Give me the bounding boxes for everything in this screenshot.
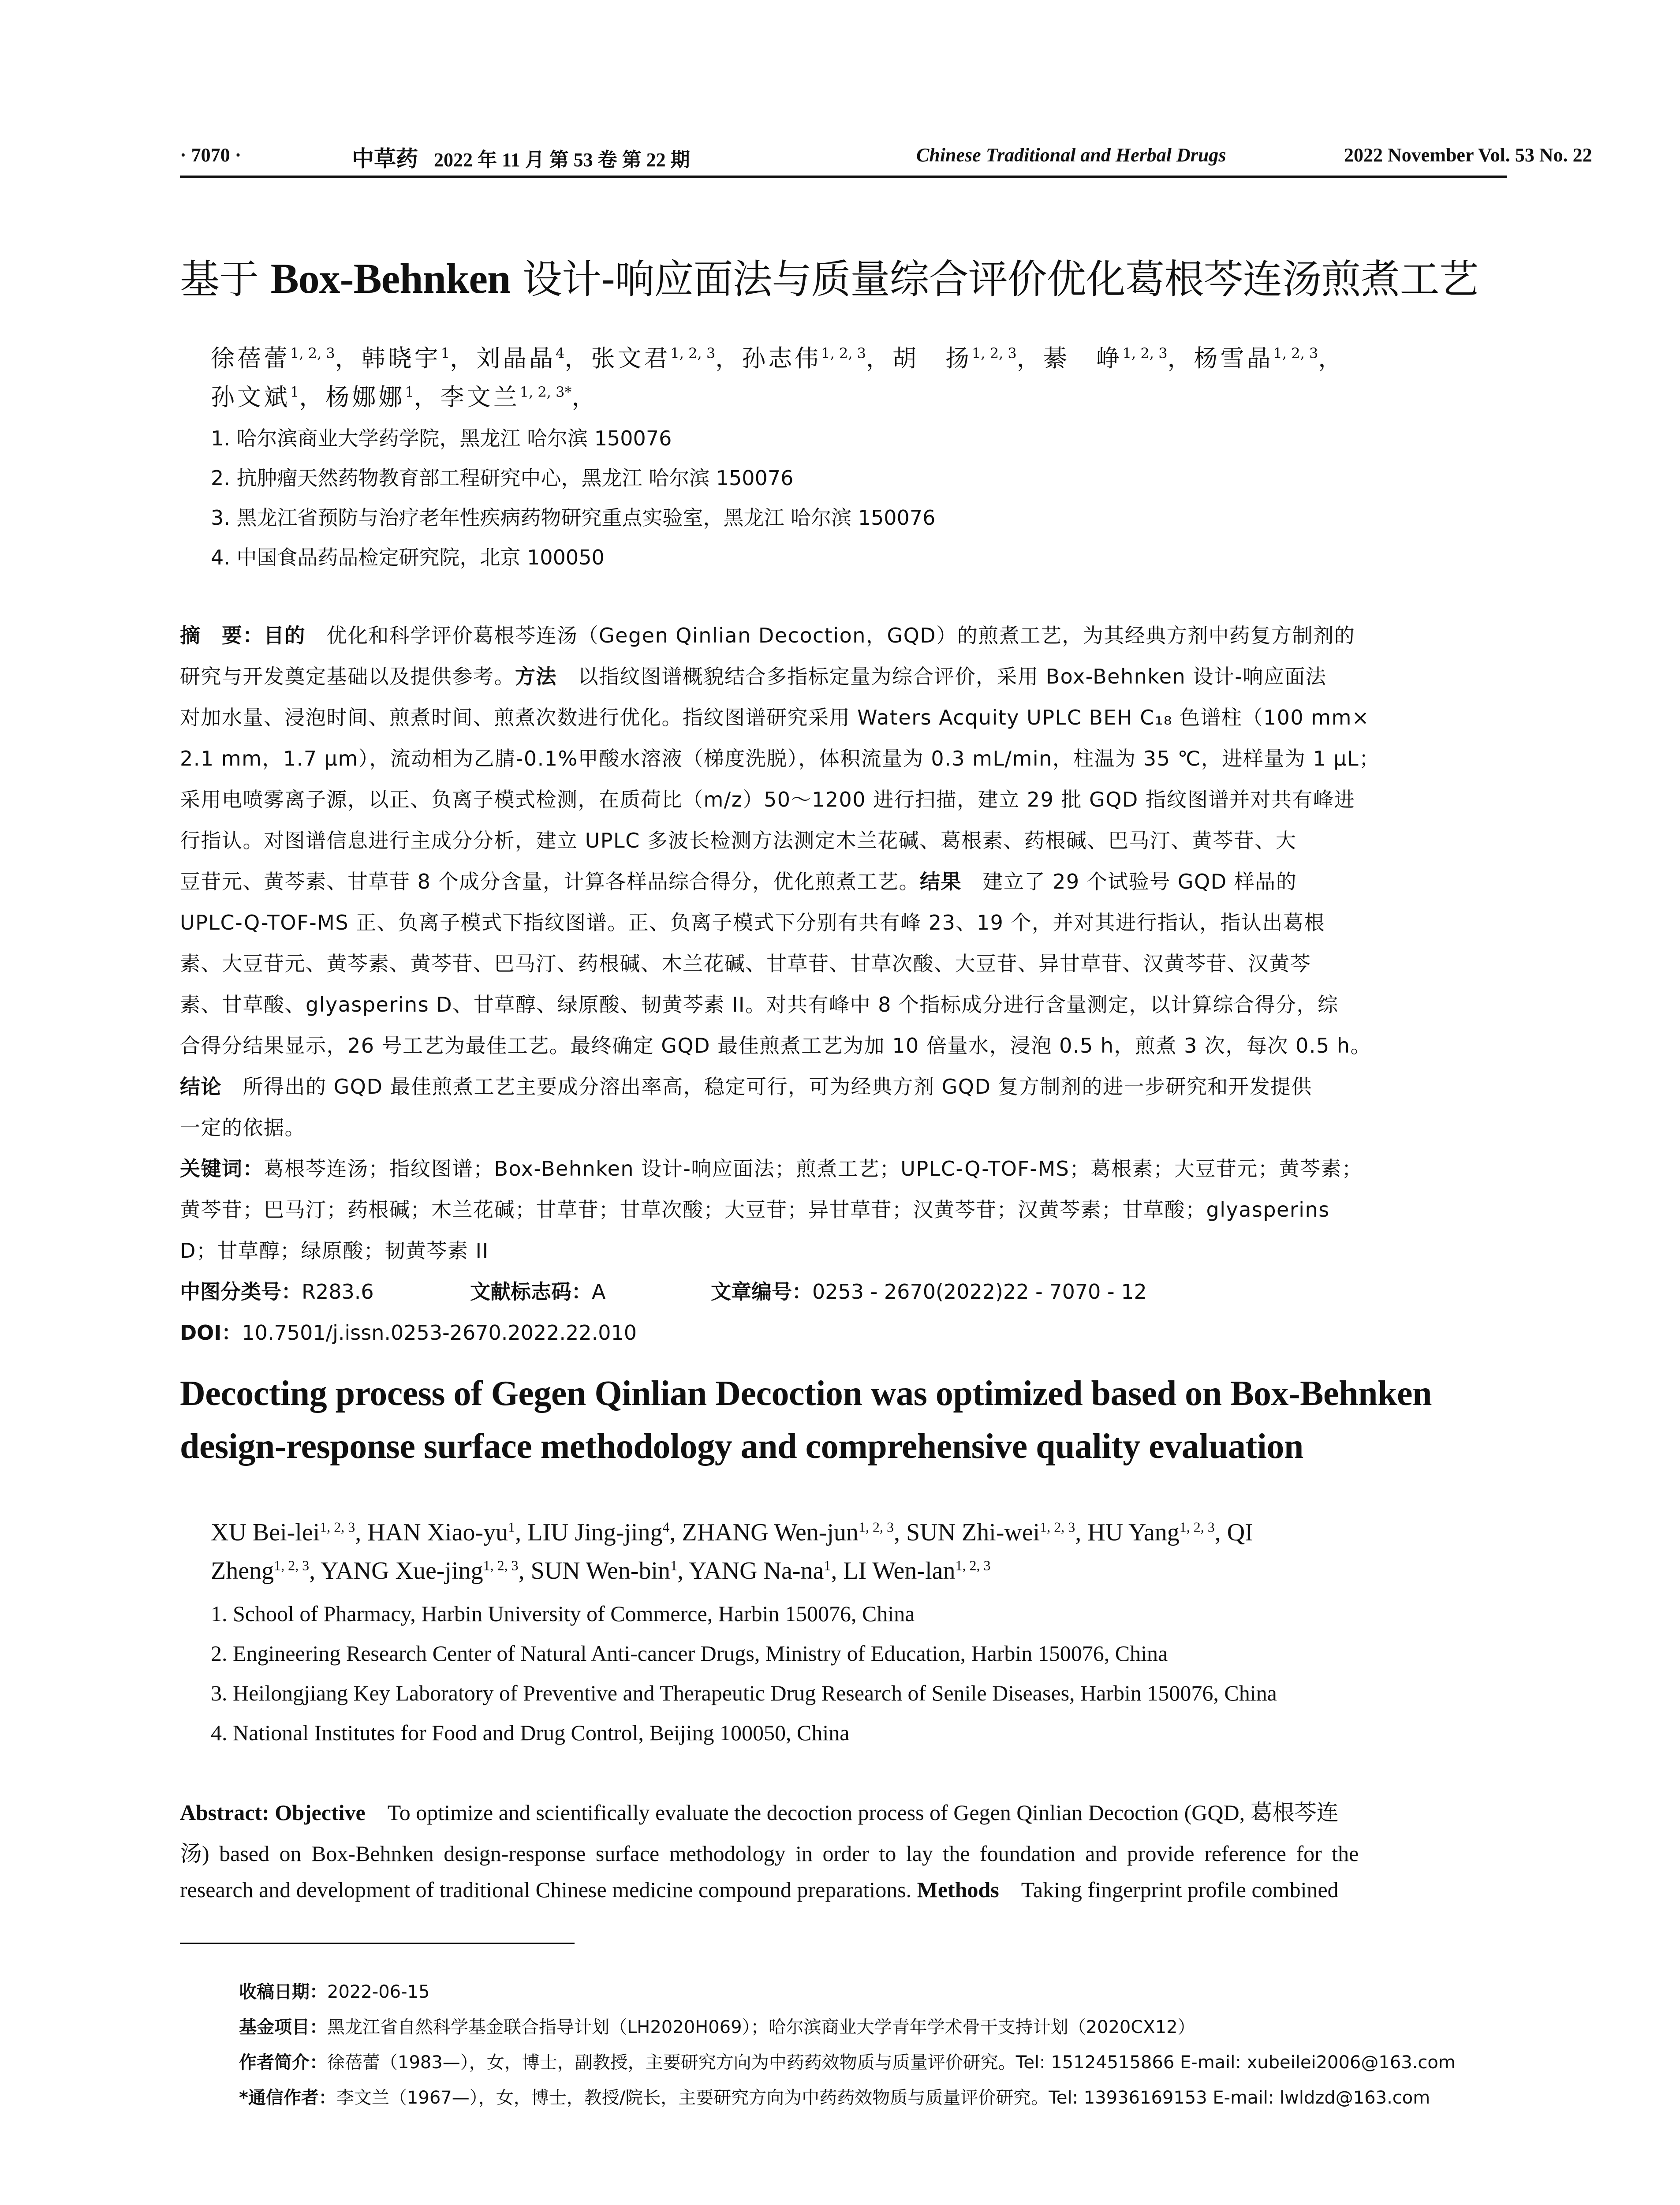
author-affiliation-marks: 4 [662,1519,670,1535]
issue-info-cn: 2022 年 11 月 第 53 卷 第 22 期 [434,149,690,171]
abstract-cn-line: 对加水量、浸泡时间、煎煮时间、煎煮次数进行优化。指纹图谱研究采用 Waters Acquity UPLC BEH C₁₈ 色谱柱（100 mm× [180,706,1370,729]
author-name: ZHANG Wen-jun [682,1519,859,1546]
author-bio-label: 作者简介： [239,2052,327,2073]
fund-value: 黑龙江省自然科学基金联合指导计划（LH2020H069）；哈尔滨商业大学青年学术骨干支持计划（2020CX12） [327,2017,1195,2037]
doc-code-label: 文献标志码： [470,1280,592,1304]
author-name: SUN Zhi-wei [906,1519,1040,1546]
author-affiliation-marks: 1, 2, 3 [1179,1519,1215,1535]
keywords-cn-line: 黄芩苷；巴马汀；药根碱；木兰花碱；甘草苷；甘草次酸；大豆苷；异甘草苷；汉黄芩苷；汉黄芩素；甘草酸；glyasperins [180,1198,1330,1222]
author-name: YANG Na-na [688,1557,824,1585]
doc-code-value: A [592,1280,606,1304]
fund-label: 基金项目： [239,2017,327,2037]
author-affiliation-marks: 1, 2, 3 [955,1557,991,1573]
doi-label: DOI： [180,1321,242,1345]
author-name: 杨娜娜 [325,383,405,411]
author-affiliation-marks: 1 [824,1557,831,1573]
abstract-cn-line [180,661,1507,690]
author-name: 杨雪晶 [1194,344,1273,372]
footnote-rule [180,1943,575,1944]
author-affiliation-marks: 1 [670,1557,678,1573]
keywords-label-cn: 关键词： [180,1157,264,1181]
abstract-cn-line: 素、甘草酸、glyasperins D、甘草醇、绿原酸、韧黄芩素 II。对共有峰中 8 个指标成分进行含量测定，以计算综合得分，综 [180,993,1339,1017]
abstract-cn-text: 优化和科学评价葛根芩连汤（Gegen Qinlian Decoction，GQD）的煎煮工艺，为其经典方剂中药复方制剂的 [326,624,1355,647]
abstract-cn-line: 2.1 mm，1.7 μm），流动相为乙腈-0.1%甲酸水溶液（梯度洗脱），体积流量为 0.3 mL/min，柱温为 35 ℃，进样量为 1 μL； [180,747,1380,770]
article-number-value: 0253 - 2670(2022)22 - 7070 - 12 [812,1280,1147,1304]
author-affiliation-marks: 4 [556,345,565,362]
title-cn [180,247,1507,304]
title-en-line1: Decocting process of Gegen Qinlian Decoction was optimized based on Box-Behnken [180,1374,1432,1413]
abstract-cn-line [180,1071,1507,1100]
author-affiliation-marks: 1 [441,345,450,362]
keywords-cn-text: 葛根芩连汤；指纹图谱；Box-Behnken 设计-响应面法；煎煮工艺；UPLC-Q-TOF-MS；葛根素；大豆苷元；黄芩素； [264,1157,1363,1181]
abstract-cn-line: 素、大豆苷元、黄芩素、黄芩苷、巴马汀、药根碱、木兰花碱、甘草苷、甘草次酸、大豆苷、异甘草苷、汉黄芩苷、汉黄芩 [180,952,1311,975]
title-cn-part1: 基于 [180,256,271,303]
abstract-en-text: Taking fingerprint profile combined [1021,1877,1339,1902]
clc-value: R283.6 [302,1280,374,1304]
author-name: Zheng [211,1557,274,1585]
journal-name-cn: 中草药 [352,146,418,171]
author-name: 韩晓宇 [361,344,441,372]
abstract-cn-line: UPLC-Q-TOF-MS 正、负离子模式下指纹图谱。正、负离子模式下分别有共有峰 23、19 个，并对其进行指认，指认出葛根 [180,911,1325,934]
author-name: HU Yang [1087,1519,1180,1546]
author-name: 徐蓓蕾 [211,344,290,372]
article-number [711,1276,1147,1305]
abstract-cn-line: 一定的依据。 [180,1116,306,1140]
authors-en-line1: XU Bei-lei$^{1, 2, 3}$, HAN Xiao-$yu^1$, LIU Jing-jing$^4$, ZHANG Wen-jun$^{1, 2, 3}$, SUN Zhi-wei$^{1, 2, 3}$, HU Yang$^{1, 2, 3}$, QI [211,1519,1253,1546]
keywords-cn-line: D；甘草醇；绿原酸；韧黄芩素 II [180,1239,489,1263]
author-affiliation-marks: 1 [290,384,299,400]
journal-name-en: Chinese Traditional and Herbal Drugs [916,144,1226,166]
author-name: 綦 峥 [1043,344,1123,372]
affiliation-en-1: 1. School of Pharmacy, Harbin University of Commerce, Harbin 150076, China [211,1601,915,1626]
abstract-en-line [180,1877,1507,1902]
abstract-cn-text: 所得出的 GQD 最佳煎煮工艺主要成分溶出率高，稳定可行，可为经典方剂 GQD 复方制剂的进一步研究和开发提供 [243,1075,1313,1099]
issue-info-en: 2022 November Vol. 53 No. 22 [1344,144,1592,166]
author-name: SUN Wen-bin [530,1557,671,1585]
received-label: 收稿日期： [239,1982,327,2002]
abstract-cn-line: 采用电喷雾离子源，以正、负离子模式检测，在质荷比（m/z）50～1200 进行扫描，建立 29 批 GQD 指纹图谱并对共有峰进 [180,788,1355,811]
abstract-cn-text: 建立了 29 个试验号 GQD 样品的 [982,870,1297,893]
title-cn-bold: Box-Behnken [270,255,511,302]
abstract-cn-line: 行指认。对图谱信息进行主成分分析，建立 UPLC 多波长检测方法测定木兰花碱、葛根素、药根碱、巴马汀、黄芩苷、大 [180,829,1297,852]
page-number: · 7070 · [180,144,242,166]
abstract-en-line: 汤) based on Box-Behnken design-response surface methodology in order to lay the foundation and provide reference for the [180,1841,1359,1866]
corresponding-author [239,2084,1430,2109]
running-header [180,141,1592,172]
author-affiliation-marks: 1, 2, 3 [1273,345,1318,362]
author-affiliation-marks: 1, 2, 3* [519,384,572,400]
header-rule [180,176,1507,178]
abstract-en-label: Abstract: Objective [180,1800,366,1825]
author-affiliation-marks: 1, 2, 3 [1122,345,1168,362]
affiliation-cn-2: 2. 抗肿瘤天然药物教育部工程研究中心，黑龙江 哈尔滨 150076 [211,466,794,490]
abstract-cn-line: 合得分结果显示，26 号工艺为最佳工艺。最终确定 GQD 最佳煎煮工艺为加 10 倍量水，浸泡 0.5 h，煎煮 3 次，每次 0.5 h。 [180,1034,1372,1058]
objective-label-cn: 目的 [264,624,306,647]
results-label-cn: 结果 [920,870,962,893]
doi-value[interactable]: 10.7501/j.issn.0253-2670.2022.22.010 [242,1321,637,1345]
classification-line [180,1276,374,1305]
keywords-cn-line [180,1153,1507,1182]
author-name: 张文君 [591,344,671,372]
article-number-label: 文章编号： [711,1280,812,1304]
author-affiliation-marks: 1, 2, 3 [483,1557,519,1573]
author-affiliation-marks: 1, 2, 3 [274,1557,310,1573]
author-name: QI [1227,1519,1253,1546]
author-name: 刘晶晶 [476,344,556,372]
authors-cn-line1: 徐蓓蕾$^{1, 2, 3}$，韩晓宇$^1$，刘晶晶$^4$，张文君$^{1, 2, 3}$，孙志伟$^{1, 2, 3}$，胡 扬$^{1, 2, 3}$，綦 峥$^{1, 2, 3}$，杨雪晶$^{1, 2, 3}$， [211,344,1345,372]
affiliation-cn-1: 1. 哈尔滨商业大学药学院，黑龙江 哈尔滨 150076 [211,426,672,450]
affiliation-en-2: 2. Engineering Research Center of Natural Anti-cancer Drugs, Ministry of Education, Harbin 150076, China [211,1641,1168,1666]
abstract-en-line [180,1795,1507,1827]
methods-label-cn: 方法 [515,665,557,688]
corresponding-author-label: *通信作者： [239,2088,336,2108]
author-name: LIU Jing-jing [527,1519,663,1546]
clc-label: 中图分类号： [180,1280,302,1304]
abstract-cn-line [180,866,1507,895]
author-affiliation-marks: 1, 2, 3 [320,1519,355,1535]
affiliation-en-4: 4. National Institutes for Food and Drug Control, Beijing 100050, China [211,1720,850,1745]
methods-label-en: Methods [917,1877,999,1902]
abstract-en-text: To optimize and scientifically evaluate the decoction process of Gegen Qinlian Decoction (GQD, 葛根芩连 [387,1800,1339,1825]
doc-code [470,1276,605,1305]
author-name: 胡 扬 [892,344,972,372]
received-date [239,1978,429,2003]
authors-cn-line2: 孙文斌$^1$，杨娜娜$^1$，李文兰$^{1, 2, 3*}$， [211,383,598,411]
author-name: 李文兰 [440,383,520,411]
title-en-line2: design-response surface methodology and comprehensive quality evaluation [180,1427,1303,1466]
author-name: LI Wen-lan [843,1557,956,1585]
author-affiliation-marks: 1, 2, 3 [1040,1519,1075,1535]
abstract-cn-line [180,620,1507,649]
author-affiliation-marks: 1, 2, 3 [290,345,335,362]
abstract-en-text: research and development of traditional Chinese medicine compound preparations. [180,1877,912,1902]
received-value: 2022-06-15 [327,1982,430,2002]
author-bio-value: 徐蓓蕾（1983—），女，博士，副教授，主要研究方向为中药药效物质与质量评价研究。Tel: 15124515866 E-mail: xubeilei2006@163.com [327,2052,1456,2073]
abstract-cn-text: 豆苷元、黄芩素、甘草苷 8 个成分含量，计算各样品综合得分，优化煎煮工艺。 [180,870,920,893]
abstract-cn-text: 研究与开发奠定基础以及提供参考。 [180,665,515,688]
author-affiliation-marks: 1, 2, 3 [821,345,866,362]
conclusion-label-cn: 结论 [180,1075,222,1099]
corresponding-author-value: 李文兰（1967—），女，博士，教授/院长，主要研究方向为中药药效物质与质量评价研究。Tel: 13936169153 E-mail: lwldzd@163.com [336,2088,1430,2108]
author-affiliation-marks: 1 [405,384,414,400]
author-name: HAN Xiao-yu [367,1519,508,1546]
doi-line [180,1317,637,1346]
affiliation-en-3: 3. Heilongjiang Key Laboratory of Preventive and Therapeutic Drug Research of Senile Diseases, Harbin 150076, China [211,1681,1277,1705]
author-name: 孙志伟 [742,344,821,372]
author-affiliation-marks: 1, 2, 3 [670,345,716,362]
abstract-cn-text: 以指纹图谱概貌结合多指标定量为综合评价，采用 Box-Behnken 设计-响应面法 [578,665,1327,688]
author-name: XU Bei-lei [211,1519,320,1546]
author-affiliation-marks: 1 [508,1519,515,1535]
author-name: 孙文斌 [211,383,290,411]
author-affiliation-marks: 1, 2, 3 [972,345,1017,362]
affiliation-cn-3: 3. 黑龙江省预防与治疗老年性疾病药物研究重点实验室，黑龙江 哈尔滨 150076 [211,506,936,530]
fund-info [239,2013,1195,2038]
author-bio [239,2048,1456,2074]
authors-en-line2: Zheng$^{1, 2, 3}$, YANG Xue-jing$^{1, 2, 3}$, SUN Wen-bin$^1$, YANG $Na-na^1$, LI Wen-lan$^{1, 2, 3}$ [211,1557,991,1585]
author-affiliation-marks: 1, 2, 3 [858,1519,894,1535]
author-name: YANG Xue-jing [320,1557,483,1585]
abstract-cn-label: 摘 要： [180,624,264,647]
affiliation-cn-4: 4. 中国食品药品检定研究院，北京 100050 [211,546,605,569]
title-cn-part2: 设计-响应面法与质量综合评价优化葛根芩连汤煎煮工艺 [510,256,1478,303]
